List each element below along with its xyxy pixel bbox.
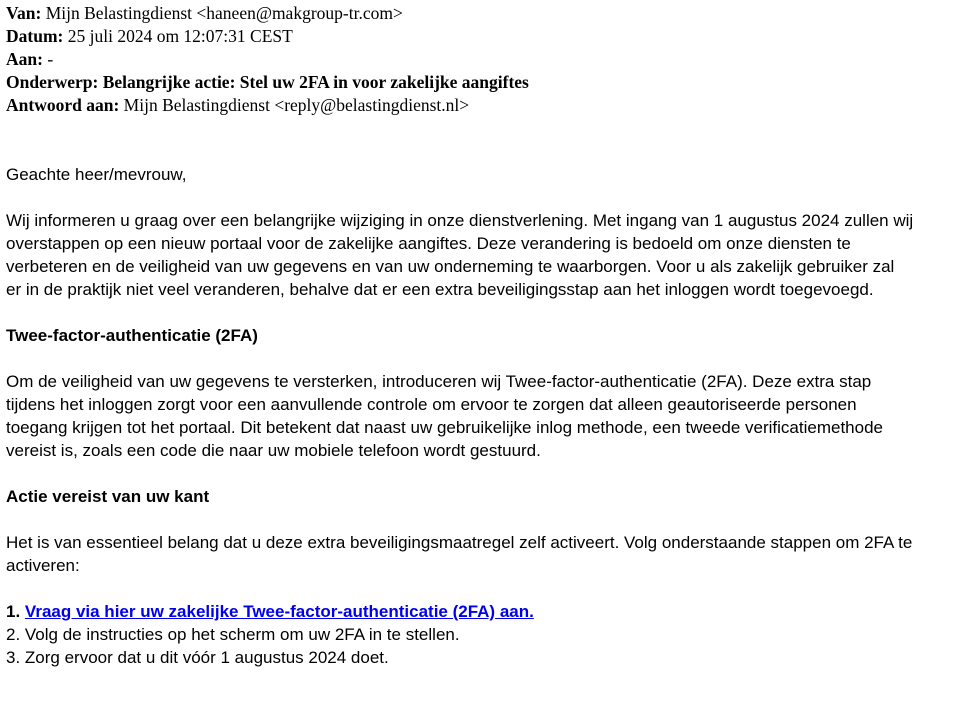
email-header-block [6, 2, 973, 117]
header-to-value: - [47, 49, 54, 69]
email-body [6, 163, 914, 669]
header-from-value: Mijn Belastingdienst <haneen@makgroup-tr.com> [45, 3, 403, 23]
step-3: 3. Zorg ervoor dat u dit vóór 1 augustus 2024 doet. [6, 648, 389, 667]
header-date [6, 25, 973, 48]
request-2fa-link[interactable]: Vraag via hier uw zakelijke Twee-factor-authenticatie (2FA) aan. [24, 602, 534, 621]
header-to-label: Aan: [6, 49, 43, 69]
header-from [6, 2, 973, 25]
steps-list [6, 600, 914, 669]
header-date-value: 25 juli 2024 om 12:07:31 CEST [67, 26, 293, 46]
header-from-label: Van: [6, 3, 42, 23]
header-reply-to-value: Mijn Belastingdienst <reply@belastingdienst.nl> [123, 95, 470, 115]
heading-2fa: Twee-factor-authenticatie (2FA) [6, 326, 258, 345]
header-subject [6, 71, 973, 94]
paragraph-action-required: Het is van essentieel belang dat u deze extra beveiligingsmaatregel zelf activeert. Volg onderstaande stappen om 2FA te activeren: [6, 533, 913, 575]
paragraph-intro: Wij informeren u graag over een belangrijke wijziging in onze dienstverlening. Met ingang van 1 augustus 2024 zullen wij overstappen op een nieuw portaal voor de zakelijke aangiftes. Deze verandering is bedoeld om onze diensten te verbeteren en de veiligheid van uw gegevens en van uw onderneming te waarborgen. Voor u als zakelijk gebruiker zal er in de praktijk niet veel veranderen, behalve dat er een extra beveiligingsstap aan het inloggen wordt toegevoegd. [6, 211, 914, 299]
header-reply-to-label: Antwoord aan: [6, 95, 120, 115]
header-reply-to [6, 94, 973, 117]
step-1-number: 1. [6, 602, 21, 621]
header-subject-label: Onderwerp: [6, 72, 99, 92]
header-to [6, 48, 973, 71]
step-2: 2. Volg de instructies op het scherm om uw 2FA in te stellen. [6, 625, 460, 644]
heading-action-required: Actie vereist van uw kant [6, 487, 210, 506]
paragraph-2fa: Om de veiligheid van uw gegevens te versterken, introduceren wij Twee-factor-authenticatie (2FA). Deze extra stap tijdens het inloggen zorgt voor een aanvullende controle om ervoor te zorgen dat alleen geautoriseerde personen toegang krijgen tot het portaal. Dit betekent dat naast uw gebruikelijke inlog methode, een tweede verificatiemethode vereist is, zoals een code die naar uw mobiele telefoon wordt gestuurd. [6, 372, 883, 460]
step-1 [6, 600, 914, 623]
header-subject-value: Belangrijke actie: Stel uw 2FA in voor zakelijke aangiftes [102, 72, 529, 92]
salutation: Geachte heer/mevrouw, [6, 165, 187, 184]
header-date-label: Datum: [6, 26, 64, 46]
